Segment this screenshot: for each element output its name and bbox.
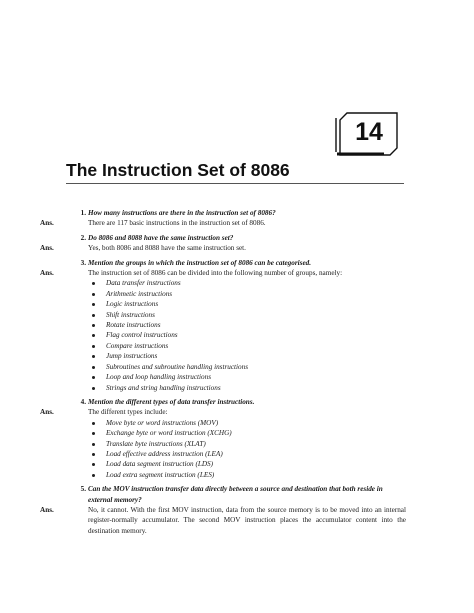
answer-label: Ans. [40, 244, 54, 253]
answer-label: Ans. [40, 408, 54, 417]
question-text: Mention the groups in which the instruction set of 8086 can be categorised. [88, 258, 312, 267]
chapter-number-badge [334, 112, 400, 156]
answer-label: Ans. [40, 219, 54, 228]
question-number: 4. [80, 397, 86, 406]
bullet-list-item: Exchange byte or word instruction (XCHG) [106, 428, 406, 438]
question-number: 1. [80, 209, 86, 217]
answer-row [40, 218, 406, 228]
bullet-list-item: Rotate instructions [106, 320, 406, 330]
answer-label: Ans. [40, 505, 54, 514]
answer-text: There are 117 basic instructions in the instruction set of 8086. [88, 219, 266, 228]
question-text: Mention the different types of data transfer instructions. [88, 397, 255, 406]
answer-text: Yes, both 8086 and 8088 have the same instruction set. [88, 244, 246, 253]
answer-text: No, it cannot. With the first MOV instruction, data from the source memory is to be moved into an internal register-normally accumulator. The second MOV instruction places the accumulator content into the destination memory. [88, 505, 406, 535]
bullet-list-item: Shift instructions [106, 310, 406, 320]
chapter-title: The Instruction Set of 8086 [66, 160, 290, 180]
question-number: 5. [80, 485, 86, 494]
question-text: Can the MOV instruction transfer data directly between a source and destination that both reside in external memory? [88, 485, 383, 504]
title-divider [66, 183, 404, 184]
question-row [40, 397, 406, 407]
answer-row [40, 407, 406, 417]
bullet-list-item: Load extra segment instruction (LES) [106, 470, 406, 480]
qa-list [40, 208, 406, 536]
bullet-list-item: Data transfer instructions [106, 278, 406, 288]
answer-text: The instruction set of 8086 can be divided into the following number of groups, namely: [88, 269, 343, 278]
answer-row [40, 505, 406, 536]
bullet-list-item: Jump instructions [106, 351, 406, 361]
bullet-list-item: Loop and loop handling instructions [106, 372, 406, 382]
question-text: Do 8086 and 8088 have the same instruction set? [88, 233, 234, 242]
answer-text: The different types include: [88, 408, 168, 417]
question-number: 2. [80, 233, 86, 242]
bullet-list-item: Flag control instructions [106, 330, 406, 340]
bullet-list-item: Translate byte instructions (XLAT) [106, 439, 406, 449]
question-row [40, 208, 406, 218]
bullet-list-item: Arithmetic instructions [106, 289, 406, 299]
answer-row [40, 268, 406, 278]
bullet-list-item: Load effective address instruction (LEA) [106, 449, 406, 459]
question-number: 3. [80, 258, 86, 267]
question-row [40, 233, 406, 243]
bullet-list-item: Move byte or word instructions (MOV) [106, 418, 406, 428]
bullet-list [40, 278, 406, 392]
bullet-list-item: Logic instructions [106, 299, 406, 309]
bullet-list [40, 418, 406, 480]
bullet-list-item: Strings and string handling instructions [106, 383, 406, 393]
question-row [40, 484, 406, 505]
answer-label: Ans. [40, 269, 54, 278]
bullet-list-item: Load data segment instruction (LDS) [106, 459, 406, 469]
question-row [40, 258, 406, 268]
bullet-list-item: Subroutines and subroutine handling instructions [106, 362, 406, 372]
answer-row [40, 243, 406, 253]
bullet-list-item: Compare instructions [106, 341, 406, 351]
chapter-number: 14 [355, 118, 383, 146]
question-text: How many instructions are there in the instruction set of 8086? [88, 209, 276, 217]
